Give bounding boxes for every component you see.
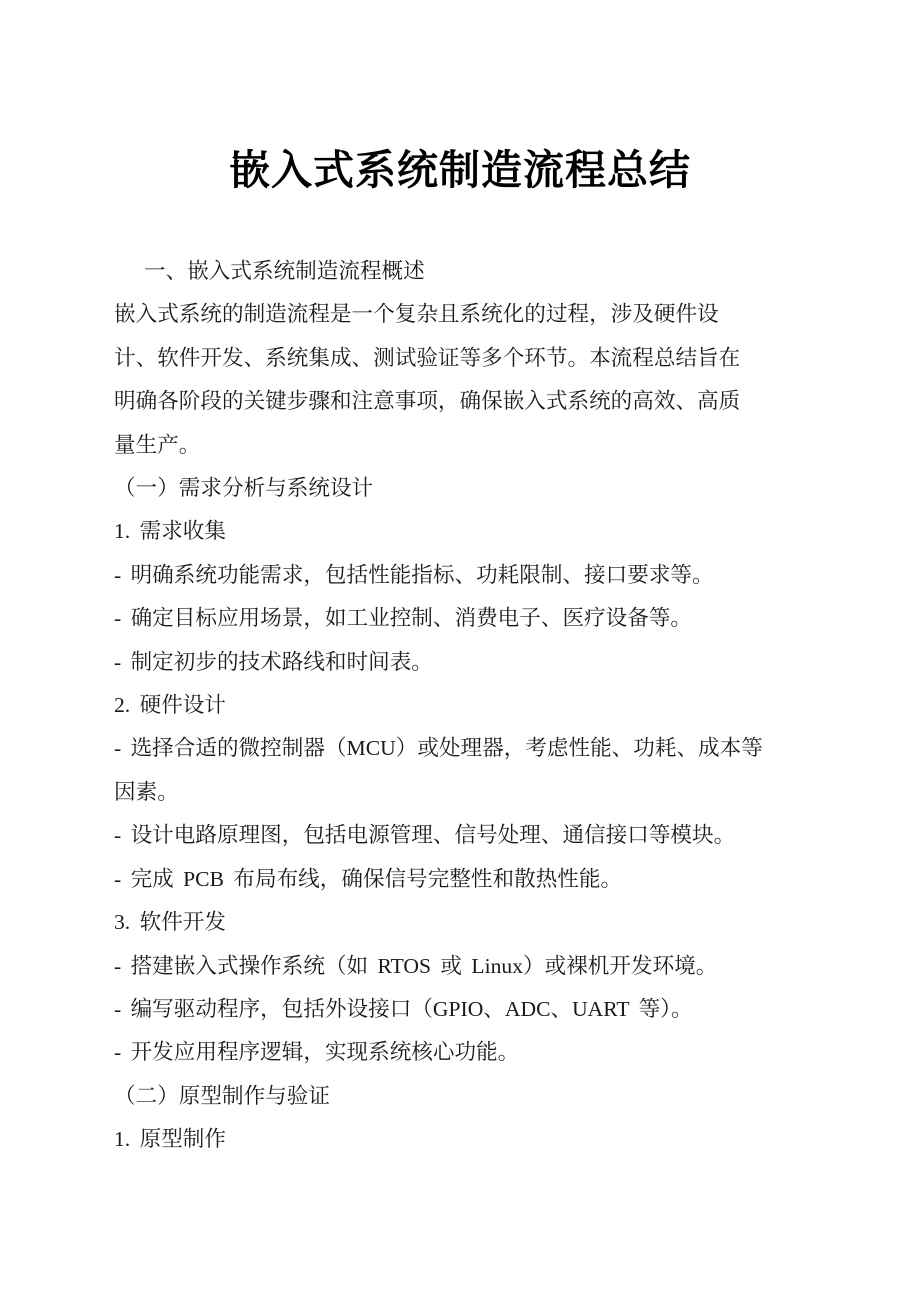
document-line-numbered-item: 2. 硬件设计 <box>114 693 226 718</box>
document-line-bullet-item: - 明确系统功能需求，包括性能指标、功耗限制、接口要求等。 <box>114 562 714 587</box>
document-line-paragraph: 计、软件开发、系统集成、测试验证等多个环节。本流程总结旨在 <box>114 345 741 370</box>
document-line-sub-heading: （一）需求分析与系统设计 <box>114 476 374 501</box>
document-line-bullet-item: - 搭建嵌入式操作系统（如 RTOS 或 Linux）或裸机开发环境。 <box>114 953 718 978</box>
document-line-bullet-item: - 完成 PCB 布局布线，确保信号完整性和散热性能。 <box>114 866 623 891</box>
document-line-bullet-item: - 确定目标应用场景，如工业控制、消费电子、医疗设备等。 <box>114 606 693 631</box>
document-line-bullet-item: - 设计电路原理图，包括电源管理、信号处理、通信接口等模块。 <box>114 823 736 848</box>
document-line-bullet-item: - 开发应用程序逻辑，实现系统核心功能。 <box>114 1040 520 1065</box>
document-line-sub-heading: （二）原型制作与验证 <box>114 1083 330 1108</box>
document-line-bullet-item: - 选择合适的微控制器（MCU）或处理器，考虑性能、功耗、成本等 <box>114 736 763 761</box>
document-line-numbered-item: 1. 需求收集 <box>114 519 226 544</box>
document-line-bullet-item: - 制定初步的技术路线和时间表。 <box>114 649 433 674</box>
document-line-numbered-item: 1. 原型制作 <box>114 1127 226 1152</box>
document-title: 嵌入式系统制造流程总结 <box>229 147 691 193</box>
document-line-paragraph: 明确各阶段的关键步骤和注意事项，确保嵌入式系统的高效、高质 <box>114 389 741 414</box>
document-line-continuation: 因素。 <box>114 779 179 804</box>
document-line-section-heading: 一、嵌入式系统制造流程概述 <box>144 259 425 283</box>
document-line-paragraph: 量生产。 <box>114 432 201 457</box>
document-line-paragraph: 嵌入式系统的制造流程是一个复杂且系统化的过程，涉及硬件设 <box>114 302 719 327</box>
document-line-bullet-item: - 编写驱动程序，包括外设接口（GPIO、ADC、UART 等）。 <box>114 996 693 1021</box>
document-line-numbered-item: 3. 软件开发 <box>114 910 226 935</box>
document-body <box>114 250 814 1162</box>
